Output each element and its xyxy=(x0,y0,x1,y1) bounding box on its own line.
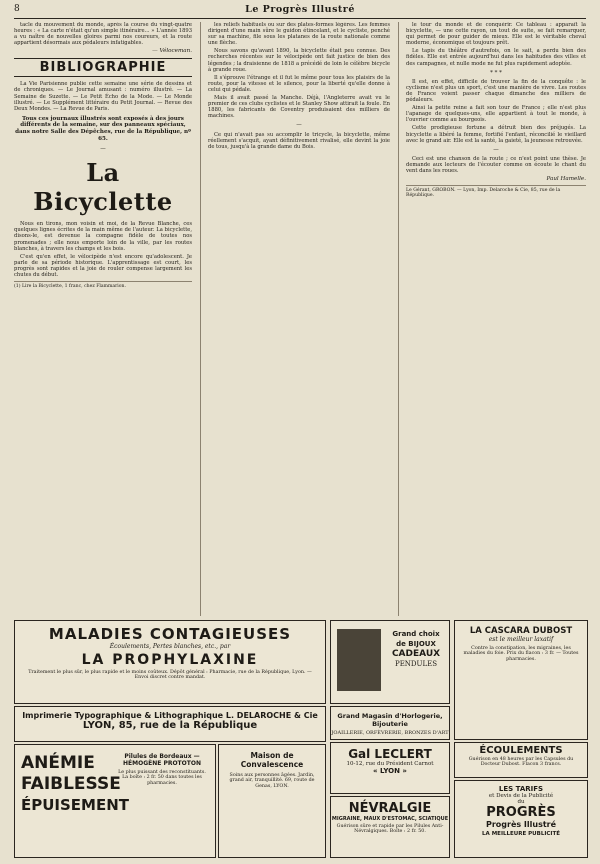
ad-horlogerie: Grand Magasin d'Horlogerie, Bijouterie JOAILLERIE, ORFÈVRERIE, BRONZES D'ART xyxy=(330,706,450,740)
footnote: (1) Lire la Bicyclette, 1 franc, chez Flammarion. xyxy=(14,281,192,289)
column-rule xyxy=(200,22,201,616)
ad-ecoulements: ÉCOULEMENTS Guérison en 48 heures par les Capsules du Docteur Dubost. Flacon 3 francs. xyxy=(454,742,588,778)
author-signature: Paul Hamelle. xyxy=(546,176,586,183)
intro-text: tacle du mouvement du monde, après la course du vingt-quatre heures : « La carte n'était qu'un simple itinéraire... » L'année 1893 a vu naître de nouvelles gloires parmi nos coureurs, et la route appartient désormais aux pédaleurs infatigables. xyxy=(14,22,192,47)
ad-maladies: MALADIES CONTAGIEUSES Écoulements, Pertes blanches, etc., par LA PROPHYLAXINE Traitement le plus sûr, le plus rapide et le moins coûteux. Dépôt général : Pharmacie, rue de la République, Lyon. — Envoi discret contre mandat. xyxy=(14,620,326,704)
ad-imprimerie: Imprimerie Typographique & Lithographique L. DELAROCHE & Cie LYON, 85, rue de la République xyxy=(14,706,326,742)
advertisements xyxy=(14,620,586,860)
column-rule xyxy=(398,22,399,616)
article-text: les reliefs habituels ou sur des plates-formes légères. Les femmes dirigent d'une main sûre le guidon étincelant, et le cycliste, penché sur sa machine, file sous les platanes de la route nationale comme une flèche. Nous savons qu'avant 1890, la bicyclette était peu connue. Des recherches récentes sur le vélocipède ont fait justice de bien des légendes ; la draisienne de 1818 a précédé de loin le célèbre bicycle à grande roue. Il s'éprouve l'étrange et il fut le même pour tous les plaisirs de la route, pour la vitesse et le silence, pour la liberté qu'elle donne à celui qui pédale. Mais il avait passé la Manche. Déjà, l'Angleterre avait vu le premier de ces clubs cyclistes et le Stanley Show attirait la foule. En 1880, les fabricants de Coventry produisaient des milliers de machines. — Ce qui n'avait pas su accomplir le tricycle, la bicyclette, même réellement s'acquit, ayant définitivement rivalisé, elle devint la joie de tous, jusqu'à la grande dame du Bois. xyxy=(208,22,390,150)
newspaper-title: Le Progrès Illustré xyxy=(245,4,355,15)
bibliography-heading: BIBLIOGRAPHIE xyxy=(14,58,192,77)
page-number: 8 xyxy=(14,4,20,14)
ad-anemie: ANÉMIE FAIBLESSE ÉPUISEMENT Pilules de Bordeaux — HÉMOGÈNE PROTOTON Le plus puissant des reconstituants. La boîte : 2 fr. 50 dans toutes les pharmacies. xyxy=(14,744,216,858)
article-title: La Bicyclette xyxy=(33,158,173,217)
ad-convalescence: Maison de Convalescence Soins aux personnes âgées. Jardin, grand air, tranquillité. 69, route de Genas, LYON. xyxy=(218,744,326,858)
shop-illustration-icon xyxy=(337,629,381,691)
ad-leclert: Gal LECLERT 10-12, rue du Président Carnot « LYON » xyxy=(330,742,450,794)
newspapers-notice: Tous ces journaux illustrés sont exposés à des jours différents de la semaine, sur des panneaux spéciaux, dans notre Salle des Dépêches, rue de la République, nº 65. xyxy=(15,115,191,142)
column-1 xyxy=(14,22,192,616)
article-text: Nous en tirons, mon voisin et moi, de la Revue Blanche, ces quelques lignes écrites de la main même de l'auteur. La bicyclette, disons-le, est devenue la compagne fidèle de toutes nos promenades ; elle nous emporte loin de la ville, par les routes blanches, à travers les champs et les bois. C'est qu'en effet, le vélocipède n'est encore qu'adolescent. Je parle de sa période historique. L'apprentissage est court, les progrès sont rapides et la joie de rouler compense largement les chutes du début. xyxy=(14,221,192,278)
ad-nevralgie: NÉVRALGIE MIGRAINE, MAUX D'ESTOMAC, SCIATIQUE Guérison sûre et rapide par les Pilules Anti-Névralgiques. Boîte : 2 fr. 50. xyxy=(330,796,450,858)
column-2 xyxy=(208,22,390,616)
separator: — xyxy=(100,146,106,153)
ad-cascara: LA CASCARA DUBOST est le meilleur laxatif Contre la constipation, les migraines, les maladies du foie. Prix du flacon : 3 fr. — Toutes pharmacies. xyxy=(454,620,588,740)
page-header xyxy=(14,4,586,19)
ad-tarifs: LES TARIFS et Devis de la Publicité du PROGRÈS Progrès Illustré LA MEILLEURE PUBLICITÉ xyxy=(454,780,588,858)
article-text: le tour du monde et de conquérir. Ce tableau : apparaît la bicyclette, — une cette rayon, un tout de suite, se fait remarquer, qui permet de pour guider de mieux. Elle est le véritable cheval moderne, économique et toujours prêt. Le tapis du théâtre d'autrefois, on le sait, a perdu bien des fidèles. Elle est entrée aujourd'hui dans les habitudes des villes et des campagnes, et nulle mode ne fut plus rapidement adoptée. * * * Il est, en effet, difficile de trouver la fin de la conquête : le cyclisme n'est plus un sport, c'est une manière de vivre. Les routes de France voient passer chaque dimanche des milliers de pédaleurs. Ainsi la petite reine a fait son tour de France ; elle n'est plus l'apanage de quelques-uns, elle appartient à tout le monde, à l'ouvrier comme au bourgeois. Cette prodigieuse fortune a détruit bien des préjugés. La bicyclette a libéré la femme, fortifié l'enfant, réconcilié le vieillard avec le grand air. Elle est la santé, la gaieté, la jeunesse retrouvée. — Ceci est une chanson de la route ; ce n'est point une thèse. Je demande aux lecteurs de l'écouter comme on écoute le chant du vent dans les roues. xyxy=(406,22,586,174)
ad-bijoux: Grand choix de BIJOUX CADEAUX PENDULES xyxy=(330,620,450,704)
bibliography-text: La Vie Parisienne publie cette semaine une série de dessins et de chroniques. — Le Journal amusant : numéro illustré. — La Semaine de Suzette. — Le Petit Écho de la Mode. — Le Monde illustré. — Le Supplément littéraire du Petit Journal. — Revue des Deux Mondes. — La Revue de Paris. xyxy=(14,81,192,112)
column-3 xyxy=(406,22,586,616)
imprint: Le Gérant, GROBON. — Lyon, Imp. Delaroche & Cie, 85, rue de la République. xyxy=(406,185,586,199)
intro-signature: — Véloceman. xyxy=(152,48,192,55)
